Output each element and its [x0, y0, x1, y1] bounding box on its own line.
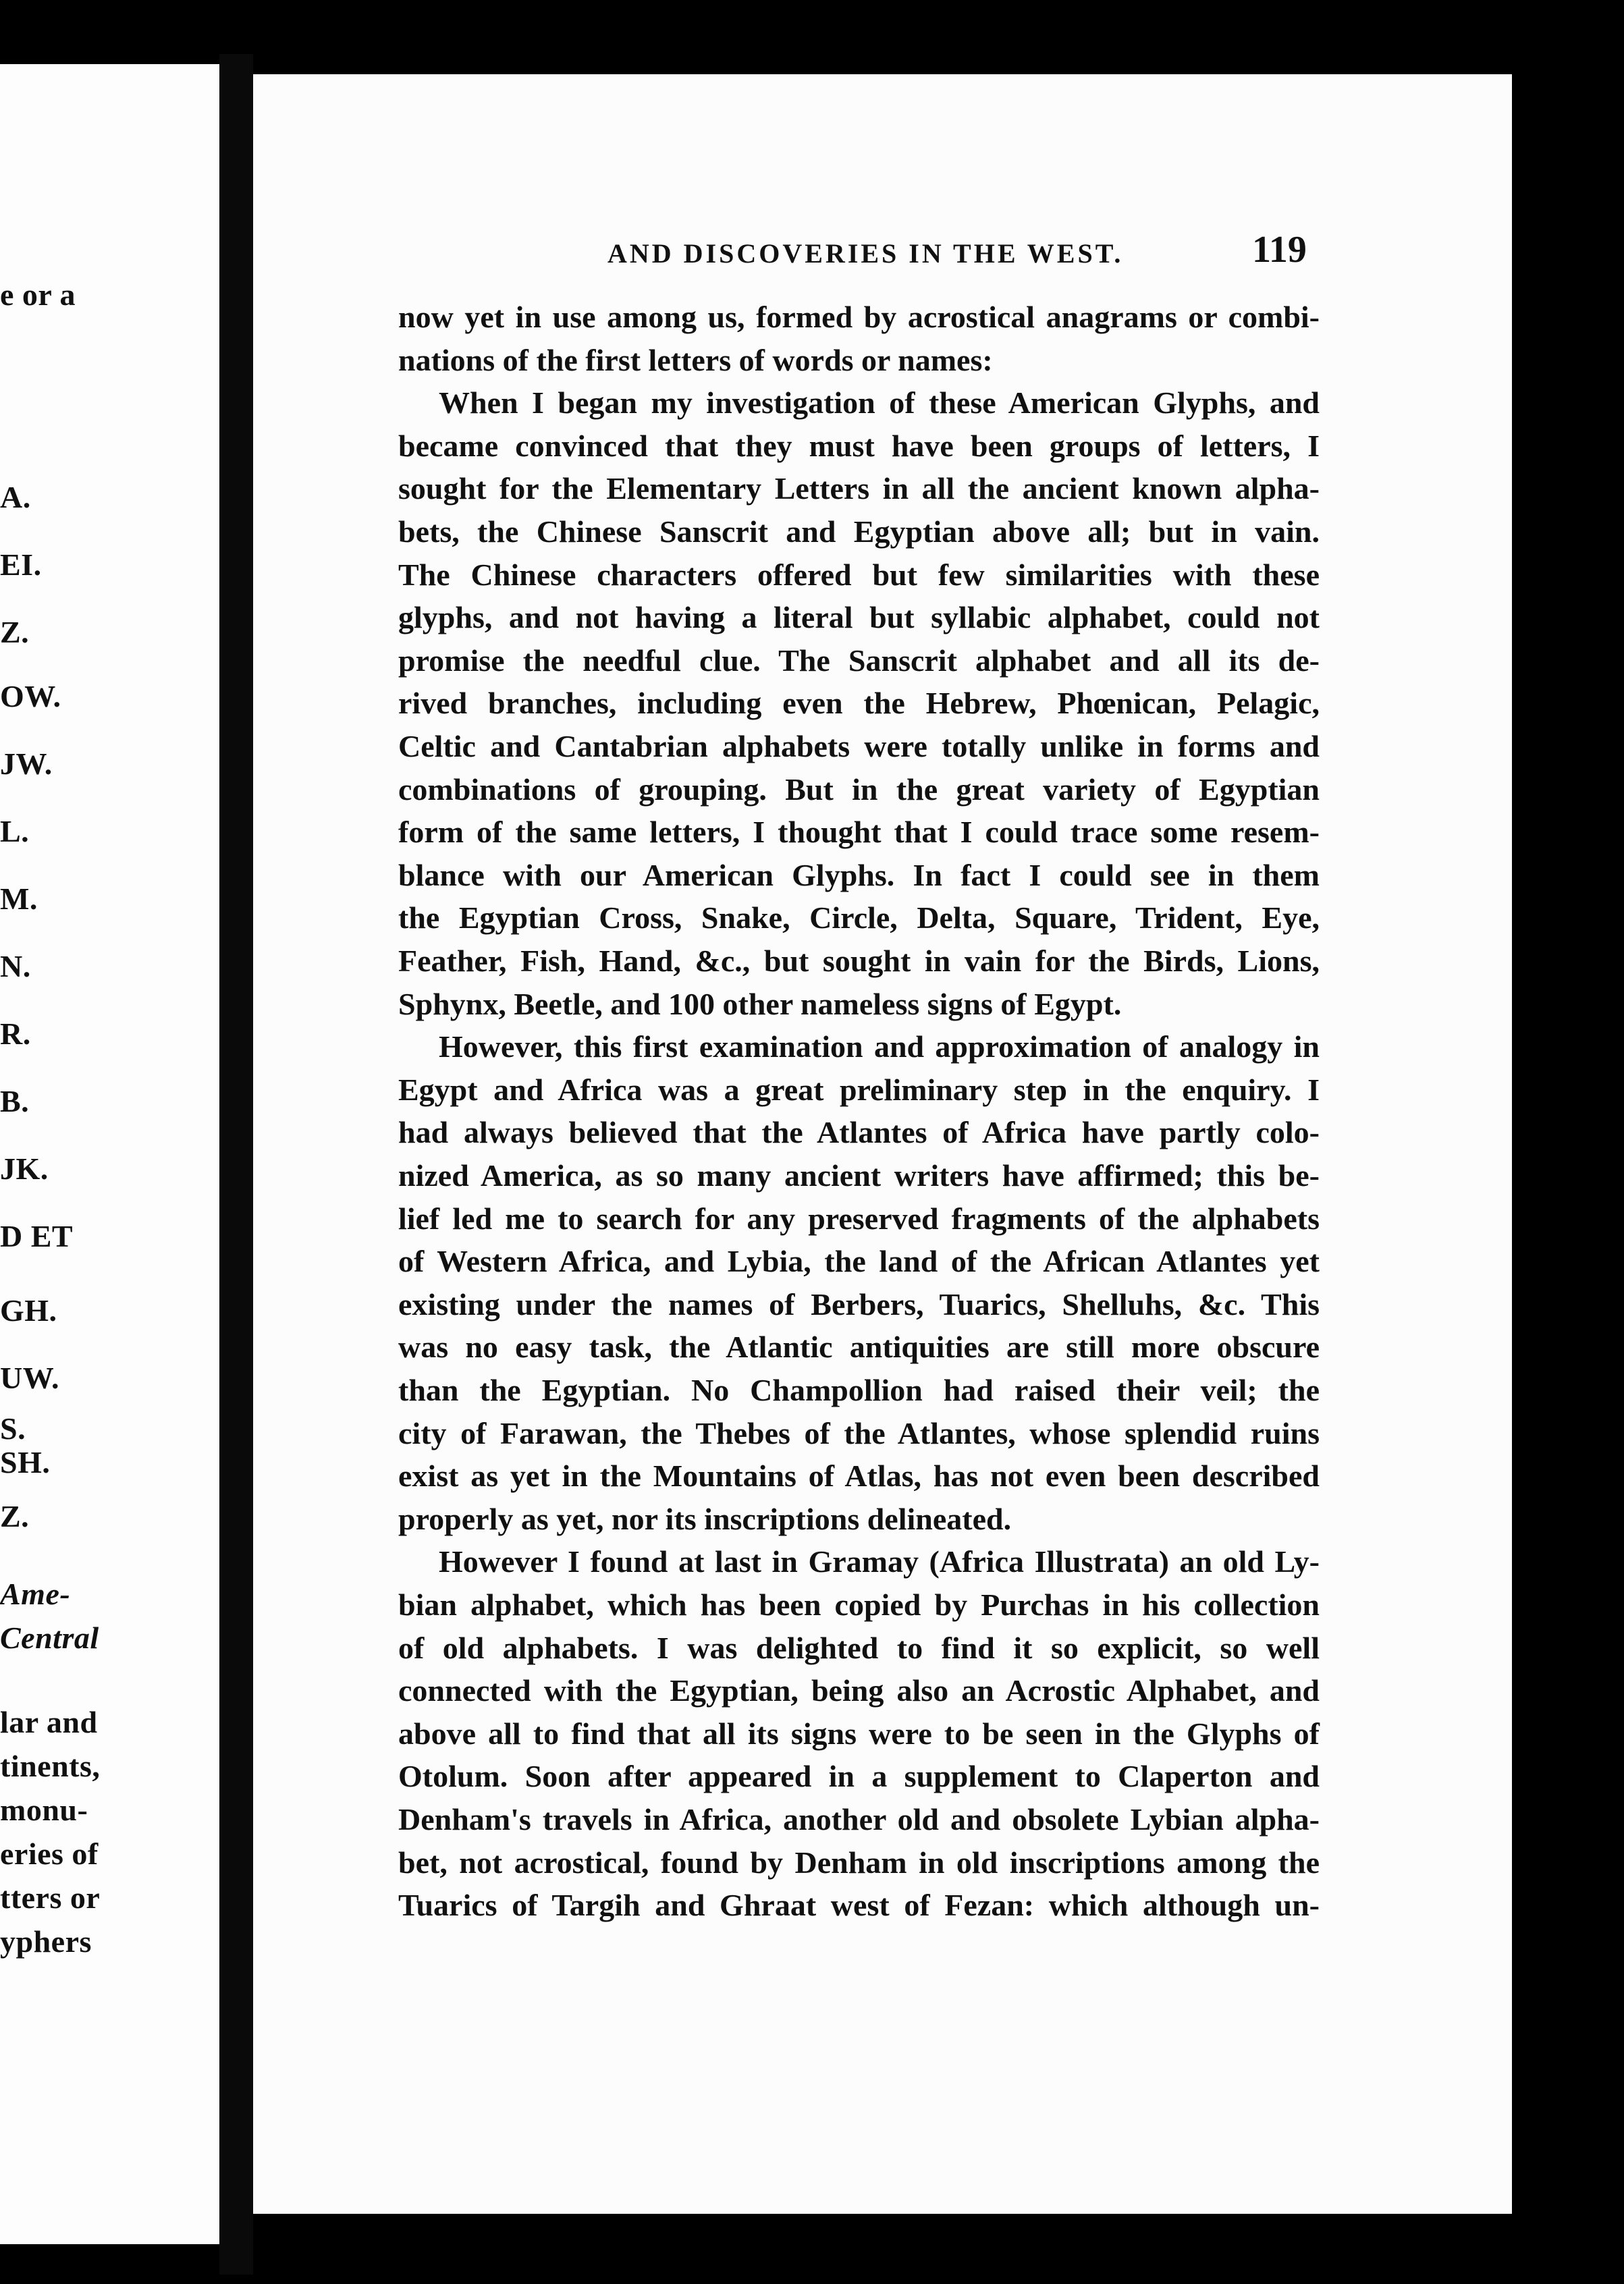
text-line: combinations of grouping. But in the great variety of Egyptian	[398, 772, 1320, 807]
text-line: Tuarics of Targih and Ghraat west of Fezan: which although un-	[398, 1888, 1320, 1922]
facing-page-line: SH.	[0, 1445, 51, 1479]
facing-page-line: R.	[0, 1016, 31, 1051]
facing-page-line: M.	[0, 881, 38, 916]
text-line: Denham's travels in Africa, another old and obsolete Lybian alpha-	[398, 1802, 1320, 1837]
text-line: existing under the names of Berbers, Tuarics, Shelluhs, &c. This	[398, 1287, 1320, 1322]
text-line: the Egyptian Cross, Snake, Circle, Delta, Square, Trident, Eye,	[398, 900, 1320, 935]
text-line: of old alphabets. I was delighted to find it so explicit, so well	[398, 1631, 1320, 1665]
text-line: blance with our American Glyphs. In fact I could see in them	[398, 858, 1320, 892]
text-line: than the Egyptian. No Champollion had raised their veil; the	[398, 1373, 1320, 1407]
text-line: rived branches, including even the Hebrew, Phœnican, Pelagic,	[398, 686, 1320, 720]
running-head: AND DISCOVERIES IN THE WEST.	[607, 238, 1124, 269]
text-line: nations of the first letters of words or names:	[398, 343, 993, 377]
book-gutter	[219, 54, 253, 2275]
page-edge	[1512, 64, 1624, 2284]
facing-page-line: monu-	[0, 1793, 88, 1827]
page-number: 119	[1252, 229, 1307, 271]
facing-page-line: B.	[0, 1084, 30, 1118]
text-line: form of the same letters, I thought that I could trace some resem-	[398, 815, 1320, 849]
facing-page-line: JW.	[0, 746, 53, 781]
text-line: The Chinese characters offered but few similarities with these	[398, 558, 1320, 592]
facing-page-line: Central	[0, 1621, 99, 1655]
text-line: nized America, as so many ancient writers have affirmed; this be-	[398, 1158, 1320, 1193]
text-line: sought for the Elementary Letters in all the ancient known alpha-	[398, 471, 1320, 506]
text-line: properly as yet, nor its inscriptions delineated.	[398, 1502, 1012, 1536]
facing-page-line: S.	[0, 1411, 26, 1446]
text-line: of Western Africa, and Lybia, the land of the African Atlantes yet	[398, 1244, 1320, 1278]
facing-page-line: e or a	[0, 277, 76, 312]
facing-page-line: EI.	[0, 547, 42, 582]
text-line: However, this first examination and approximation of analogy in	[439, 1029, 1320, 1064]
text-line: glyphs, and not having a literal but syllabic alphabet, could not	[398, 600, 1320, 634]
facing-page-fragment	[0, 64, 219, 2244]
text-line: bian alphabet, which has been copied by Purchas in his collection	[398, 1587, 1320, 1622]
facing-page-line: OW.	[0, 679, 61, 713]
text-line: Sphynx, Beetle, and 100 other nameless signs of Egypt.	[398, 987, 1122, 1021]
facing-page-line: tters or	[0, 1880, 101, 1915]
text-line: connected with the Egyptian, being also an Acrostic Alphabet, and	[398, 1673, 1320, 1708]
text-line: now yet in use among us, formed by acrostical anagrams or combi-	[398, 300, 1320, 334]
text-line: Feather, Fish, Hand, &c., but sought in vain for the Birds, Lions,	[398, 944, 1320, 978]
facing-page-line: GH.	[0, 1293, 57, 1328]
facing-page-line: lar and	[0, 1705, 98, 1739]
facing-page-line: A.	[0, 480, 31, 514]
text-line: However I found at last in Gramay (Africa Illustrata) an old Ly-	[439, 1544, 1320, 1579]
text-line: Otolum. Soon after appeared in a supplement to Claperton and	[398, 1759, 1320, 1793]
facing-page-line: UW.	[0, 1361, 59, 1395]
text-line: Celtic and Cantabrian alphabets were totally unlike in forms and	[398, 729, 1320, 763]
facing-page-line: JK.	[0, 1151, 49, 1186]
text-line: promise the needful clue. The Sanscrit alphabet and all its de-	[398, 643, 1320, 678]
text-line: Egypt and Africa was a great preliminary step in the enquiry. I	[398, 1072, 1320, 1107]
facing-page-line: Ame-	[0, 1577, 71, 1611]
facing-page-line: tinents,	[0, 1749, 101, 1783]
facing-page-line: Z.	[0, 615, 30, 649]
text-line: above all to find that all its signs were to be seen in the Glyphs of	[398, 1716, 1320, 1751]
facing-page-line: D ET	[0, 1219, 74, 1253]
text-line: When I began my investigation of these American Glyphs, and	[439, 385, 1320, 420]
facing-page-line: N.	[0, 949, 31, 983]
text-line: had always believed that the Atlantes of Africa have partly colo-	[398, 1115, 1320, 1149]
text-line: lief led me to search for any preserved fragments of the alphabets	[398, 1201, 1320, 1236]
text-line: was no easy task, the Atlantic antiquities are still more obscure	[398, 1330, 1320, 1364]
text-line: became convinced that they must have been groups of letters, I	[398, 429, 1320, 463]
facing-page-line: yphers	[0, 1924, 92, 1959]
facing-page-line: L.	[0, 814, 30, 848]
text-line: bet, not acrostical, found by Denham in old inscriptions among the	[398, 1845, 1320, 1880]
text-line: exist as yet in the Mountains of Atlas, has not even been described	[398, 1459, 1320, 1493]
facing-page-line: eries of	[0, 1837, 99, 1871]
text-line: city of Farawan, the Thebes of the Atlantes, whose splendid ruins	[398, 1416, 1320, 1450]
facing-page-line: Z.	[0, 1499, 30, 1533]
text-line: bets, the Chinese Sanscrit and Egyptian above all; but in vain.	[398, 514, 1320, 549]
